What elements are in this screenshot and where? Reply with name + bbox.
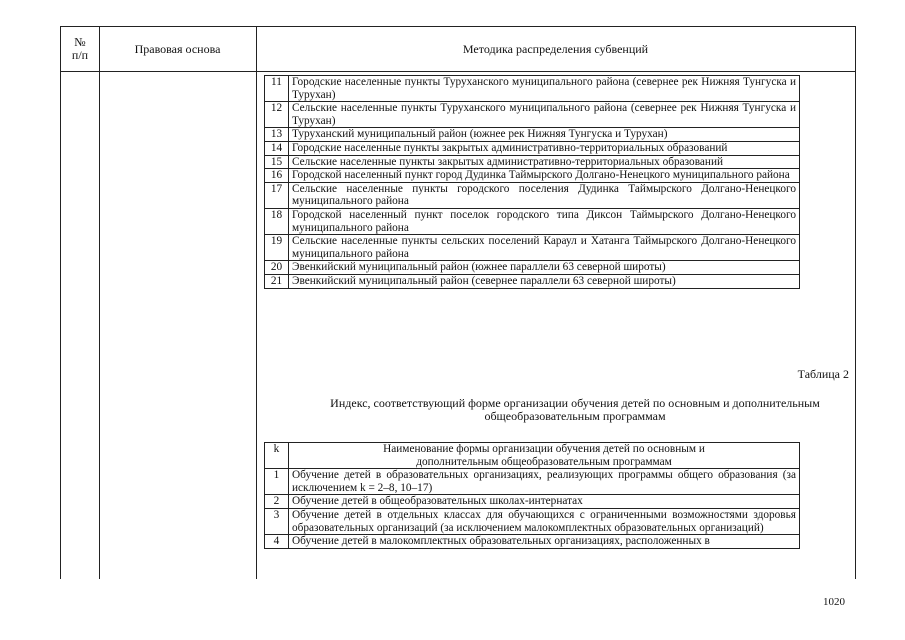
row-number: 13 <box>265 128 289 142</box>
table-row <box>265 76 800 102</box>
row-number: 20 <box>265 261 289 275</box>
row-number: 21 <box>265 274 289 288</box>
row-text: Эвенкийский муниципальный район (южнее параллели 63 северной широты) <box>289 261 800 275</box>
table-row <box>265 535 800 549</box>
row-text: Сельские населенные пункты закрытых административно-территориальных образований <box>289 155 800 169</box>
row-number: 14 <box>265 141 289 155</box>
territory-table <box>264 75 800 289</box>
table-row <box>265 182 800 208</box>
row-text: Эвенкийский муниципальный район (севернее параллели 63 северной широты) <box>289 274 800 288</box>
page-number: 1020 <box>823 596 845 608</box>
row-number: 4 <box>265 535 289 549</box>
column-divider <box>99 27 100 579</box>
row-text: Обучение детей в отдельных классах для обучающихся с ограниченными возможностями здоровья образовательных организаций (за исключением малокомплектных образовательных организаций) <box>289 508 800 534</box>
row-text: Сельские населенные пункты Туруханского муниципального района (севернее рек Нижняя Тунгуска и Турухан) <box>289 102 800 128</box>
row-number: 16 <box>265 169 289 183</box>
row-number: 15 <box>265 155 289 169</box>
header-methodology: Методика распределения субвенций <box>462 41 649 56</box>
table-row <box>265 169 800 183</box>
header-form-name: Наименование формы организации обучения детей по основным и дополнительным общеобразовательным программам <box>289 443 800 469</box>
row-number: 3 <box>265 508 289 534</box>
row-number: 2 <box>265 495 289 509</box>
row-text: Городские населенные пункты закрытых административно-территориальных образований <box>289 141 800 155</box>
header-divider <box>61 71 855 72</box>
row-text: Обучение детей в общеобразовательных школах-интернатах <box>289 495 800 509</box>
row-text: Обучение детей в образовательных организациях, реализующих программы общего образования (за исключением k = 2–8, 10–17) <box>289 469 800 495</box>
table-row <box>265 208 800 234</box>
table-row <box>265 274 800 288</box>
table-2-label: Таблица 2 <box>797 367 849 381</box>
row-text: Городской населенный пункт город Дудинка Таймырского Долгано-Ненецкого муниципального района <box>289 169 800 183</box>
table-row <box>265 155 800 169</box>
row-text: Городские населенные пункты Туруханского муниципального района (севернее рек Нижняя Тунгуска и Турухан) <box>289 76 800 102</box>
row-text: Городской населенный пункт поселок городского типа Диксон Таймырского Долгано-Ненецкого муниципального района <box>289 208 800 234</box>
row-number: 17 <box>265 182 289 208</box>
table-row <box>265 128 800 142</box>
table-row <box>265 235 800 261</box>
column-divider <box>256 27 257 579</box>
row-number: 1 <box>265 469 289 495</box>
row-text: Туруханский муниципальный район (южнее рек Нижняя Тунгуска и Турухан) <box>289 128 800 142</box>
table-row <box>265 508 800 534</box>
row-text: Сельские населенные пункты сельских поселений Караул и Хатанга Таймырского Долгано-Ненецкого муниципального района <box>289 235 800 261</box>
header-legal-basis: Правовая основа <box>134 41 221 56</box>
table-2-caption: Индекс, соответствующий форме организации обучения детей по основным и дополнительным общеобразовательным программам <box>330 396 820 423</box>
education-form-table <box>264 442 800 549</box>
table-row <box>265 141 800 155</box>
row-number: 12 <box>265 102 289 128</box>
table-row <box>265 102 800 128</box>
header-k: k <box>265 443 289 469</box>
row-text: Обучение детей в малокомплектных образовательных организациях, расположенных в <box>289 535 800 549</box>
row-number: 11 <box>265 76 289 102</box>
row-number: 18 <box>265 208 289 234</box>
header-number: № п/п <box>71 35 89 62</box>
table-header-row <box>265 443 800 469</box>
row-number: 19 <box>265 235 289 261</box>
table-row <box>265 469 800 495</box>
table-row <box>265 261 800 275</box>
table-row <box>265 495 800 509</box>
row-text: Сельские населенные пункты городского поселения Дудинка Таймырского Долгано-Ненецкого муниципального района <box>289 182 800 208</box>
